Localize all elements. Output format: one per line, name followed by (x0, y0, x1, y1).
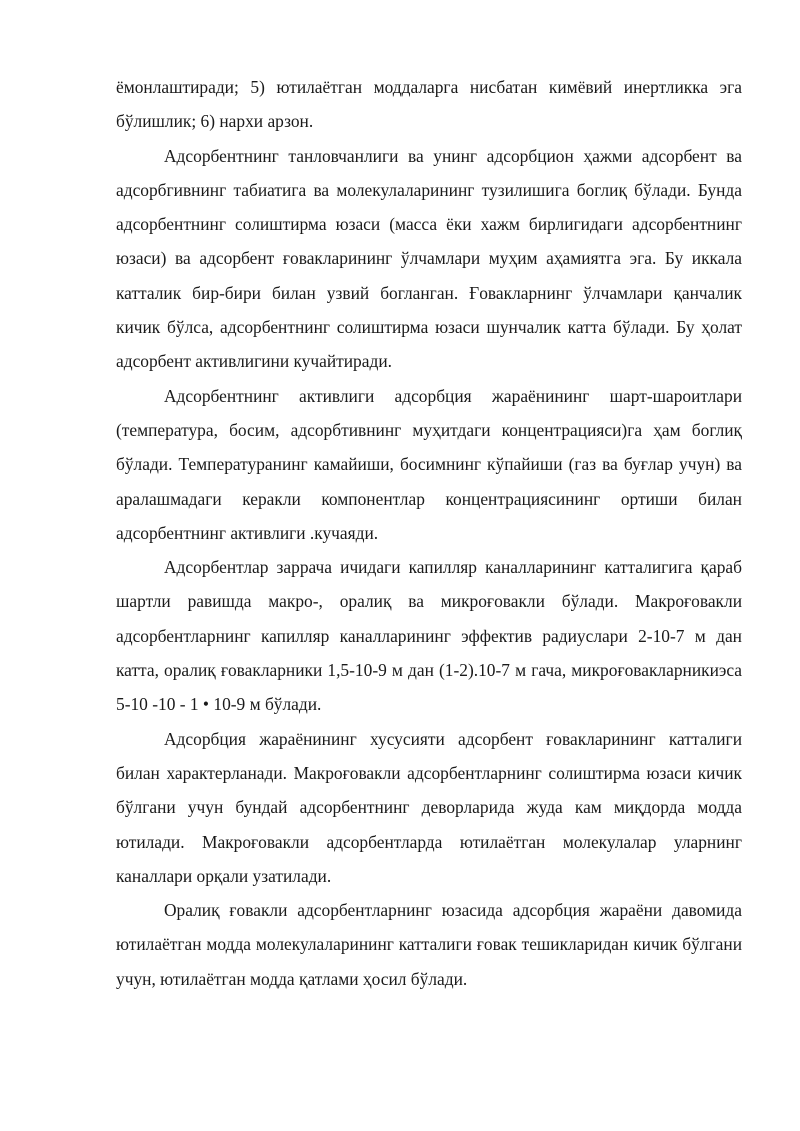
paragraph-mesoporous: Оралиқ ғовакли адсорбентларнинг юзасида адсорбция жараёни давомида ютилаётган модда молекулаларининг катталиги ғовак тешикларидан кичик бўлгани учун, ютилаётган модда қатлами ҳосил бўлади. (116, 900, 742, 989)
document-body (116, 70, 742, 996)
paragraph-continuation: ёмонлаштиради; 5) ютилаётган моддаларга нисбатан кимёвий инертликка эга бўлишлик; 6) нархи арзон. (116, 77, 742, 132)
paragraph-pore-classification: Адсорбентлар заррача ичидаги капилляр каналларининг катталигига қараб шартли равишда макро-, оралиқ ва микроғовакли бўлади. Макроғовакли адсорбентларнинг капилляр каналларининг эффектив радиуслари 2-10-7 м дан катта, оралиқ ғовакларники 1,5-10-9 м дан (1-2).10-7 м гача, микроғовакларникиэса 5-10 -10 - 1 • 10-9 м бўлади. (116, 557, 742, 715)
paragraph-adsorbent-activity: Адсорбентнинг активлиги адсорбция жараёнининг шарт-шароитлари (температура, босим, адсорбтивнинг муҳитдаги концентрацияси)га ҳам боглиқ бўлади. Температуранинг камайиши, босимнинг кўпайиши (газ ва буғлар учун) ва аралашмадаги керакли компонентлар концентрациясининг ортиши билан адсорбентнинг активлиги .кучаяди. (116, 385, 742, 543)
paragraph-macroporous: Адсорбция жараёнининг хусусияти адсорбент ғовакларининг катталиги билан характерланади. Макроғовакли адсорбентларнинг солиштирма юзаси кичик бўлгани учун бундай адсорбентнинг деворларида жуда кам миқдорда модда ютилади. Макроғовакли адсорбентларда ютилаётган молекулалар уларнинг каналлари орқали узатилади. (116, 728, 742, 886)
paragraph-adsorbent-selectivity: Адсорбентнинг танловчанлиги ва унинг адсорбцион ҳажми адсорбент ва адсорбгивнинг табиатига ва молекулаларининг тузилишига боглиқ бўлади. Бунда адсорбентнинг солиштирма юзаси (масса ёки хажм бирлигидаги адсорбентнинг юзаси) ва адсорбент ғовакларининг ўлчамлари муҳим аҳамиятга эга. Бу иккала катталик бир-бири билан узвий богланган. Ғовакларнинг ўлчамлари қанчалик кичик бўлса, адсорбентнинг солиштирма юзаси шунчалик катта бўлади. Бу ҳолат адсорбент активлигини кучайтиради. (116, 145, 742, 372)
